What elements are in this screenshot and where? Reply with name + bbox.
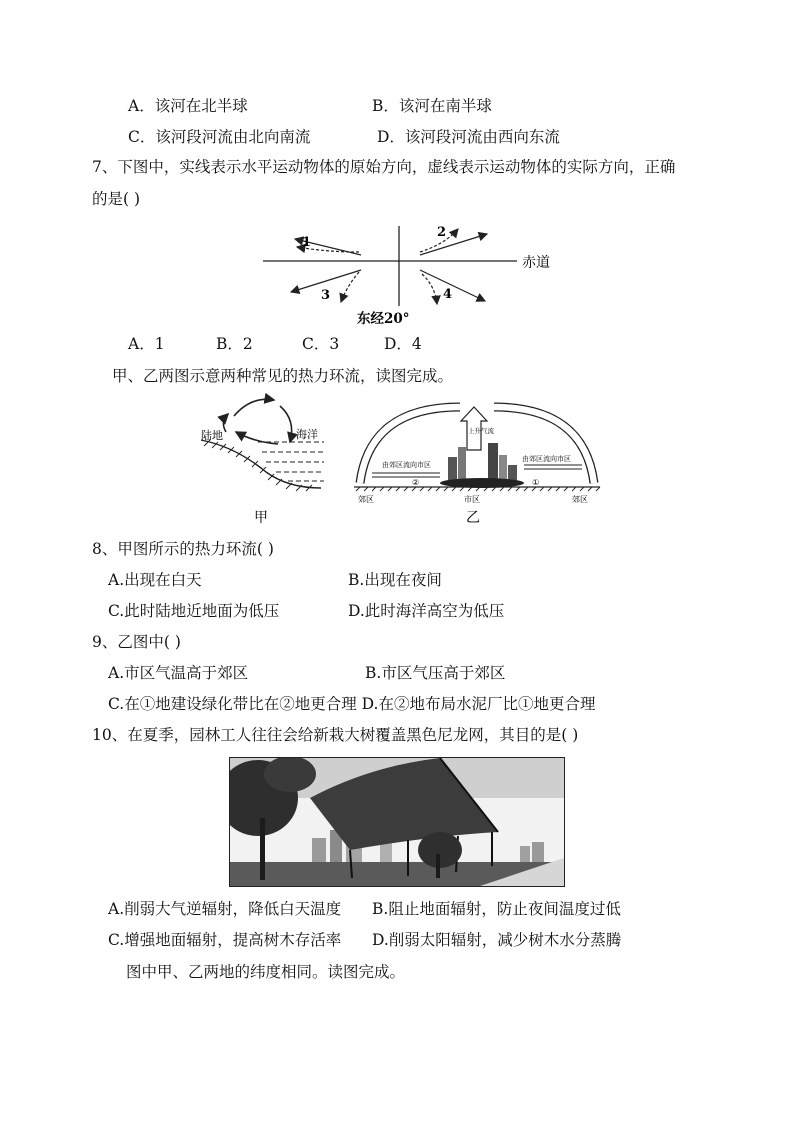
arrow-2-label: 2 — [437, 225, 447, 240]
city-label: 市区 — [464, 495, 480, 504]
q8-stem: 8、甲图所示的热力环流( ) — [92, 540, 274, 558]
q6-option-c: C．该河段河流由北向南流 — [128, 128, 311, 146]
q6-option-b: B．该河在南半球 — [372, 97, 492, 115]
circulation-intro: 甲、乙两图示意两种常见的热力环流，读图完成。 — [112, 367, 454, 385]
q8-option-d: D.此时海洋高空为低压 — [348, 602, 505, 620]
circulation-arrow-left — [223, 414, 228, 432]
shade-net-photo — [229, 757, 565, 887]
arrow-2-original — [420, 234, 487, 255]
arrow-1-label: 1 — [302, 235, 312, 250]
sea-label: 海洋 — [296, 428, 318, 441]
q10-option-b: B.阻止地面辐射，防止夜间温度过低 — [372, 900, 621, 918]
arrow-4-actual — [422, 274, 437, 304]
q9-option-b: B.市区气压高于郊区 — [365, 664, 506, 682]
q9-option-a: A.市区气温高于郊区 — [108, 664, 249, 682]
q7-option-a: A．1 — [128, 335, 165, 353]
arrow-3-actual — [341, 272, 359, 302]
circulation-arrow-right — [280, 406, 292, 442]
figure-jia-sea-land-circulation — [196, 392, 331, 527]
left-arc-inner — [360, 407, 460, 483]
q8-option-a: A.出现在白天 — [108, 571, 202, 589]
q9-options-cd: C.在①地建设绿化带比在②地更合理 D.在②地布局水泥厂比①地更合理 — [108, 695, 596, 713]
q7-option-c: C．3 — [302, 335, 340, 353]
mark-1-label: ① — [532, 478, 540, 487]
q6-option-d: D．该河段河流由西向东流 — [377, 128, 560, 146]
q8-option-b: B.出现在夜间 — [348, 571, 442, 589]
q7-option-b: B．2 — [216, 335, 253, 353]
mark-2-label: ② — [412, 478, 420, 487]
right-flow-label: 由郊区流向市区 — [522, 455, 571, 463]
figure-yi-urban-circulation — [352, 395, 602, 527]
next-section-intro: 图中甲、乙两地的纬度相同。读图完成。 — [126, 963, 406, 981]
equator-label: 赤道 — [522, 255, 550, 271]
q9-stem: 9、乙图中( ) — [92, 633, 181, 651]
coastline — [201, 440, 321, 488]
arrow-3-label: 3 — [321, 288, 331, 303]
suburb-left-label: 郊区 — [358, 495, 374, 504]
figure-yi-caption: 乙 — [466, 510, 480, 526]
circulation-arrow-bottom — [236, 432, 278, 444]
q10-option-a: A.削弱大气逆辐射，降低白天温度 — [108, 900, 342, 918]
q6-option-a: A．该河在北半球 — [128, 97, 248, 115]
circulation-arrow-top — [234, 399, 274, 416]
suburb-right-label: 郊区 — [572, 495, 588, 504]
q10-stem: 10、在夏季，园林工人往往会给新栽大树覆盖黑色尼龙网，其目的是( ) — [92, 726, 579, 744]
land-label: 陆地 — [201, 429, 223, 442]
left-flow-label: 由郊区流向市区 — [382, 461, 431, 469]
coriolis-deflection-figure — [255, 222, 575, 330]
q10-option-d: D.削弱太阳辐射，减少树木水分蒸腾 — [372, 931, 622, 949]
q10-option-c: C.增强地面辐射，提高树木存活率 — [108, 931, 342, 949]
shade-net-photo-drawing — [230, 758, 564, 886]
q7-option-d: D．4 — [384, 335, 422, 353]
meridian-label: 东经20° — [357, 311, 410, 327]
figure-jia-caption: 甲 — [254, 510, 268, 526]
q7-stem-line1: 7、下图中，实线表示水平运动物体的原始方向，虚线表示运动物体的实际方向，正确 — [92, 158, 676, 176]
q8-option-c: C.此时陆地近地面为低压 — [108, 602, 280, 620]
rising-air-label: 上升气流 — [468, 427, 494, 435]
arrow-4-original — [420, 270, 485, 301]
q7-stem-line2: 的是( ) — [92, 190, 141, 208]
arrow-4-label: 4 — [443, 287, 453, 302]
